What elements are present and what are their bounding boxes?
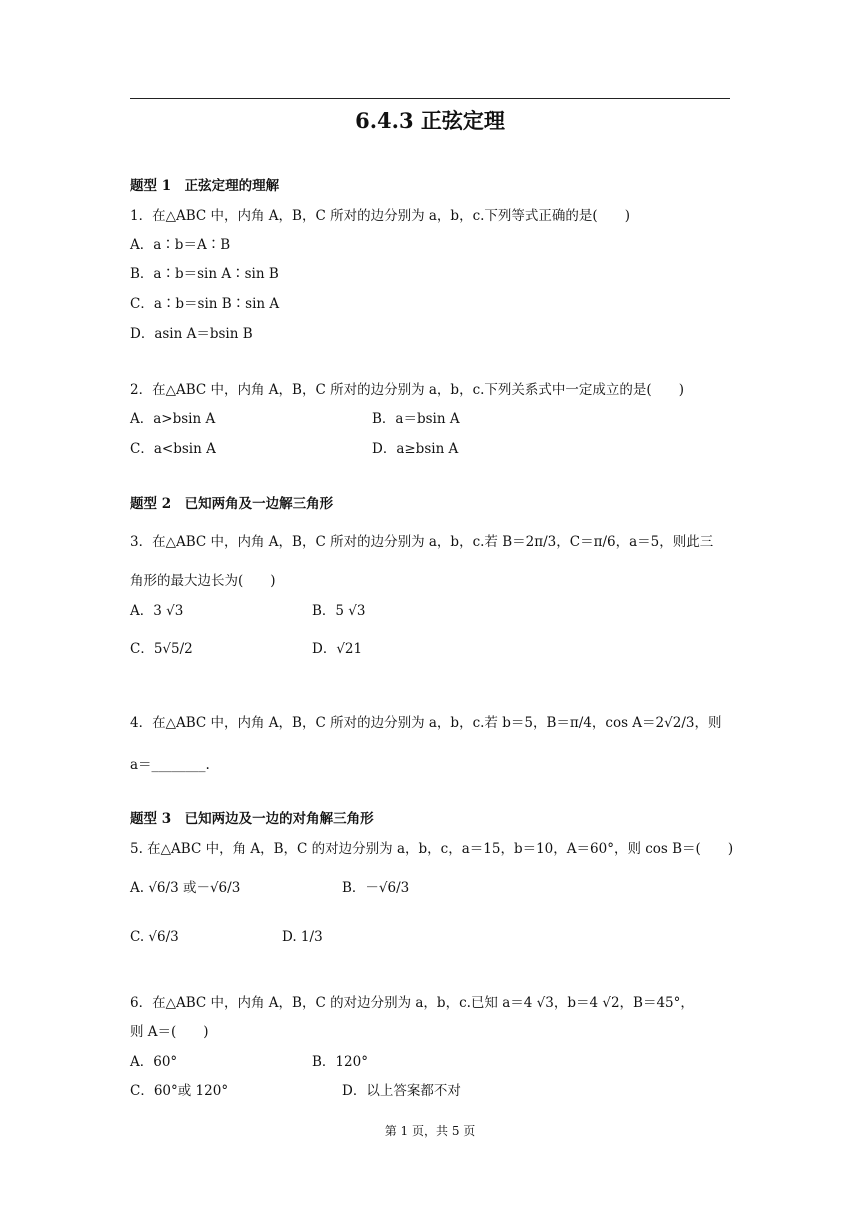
q6-option-a: A．60° (130, 1054, 178, 1070)
page-footer: 第 1 页，共 5 页 (384, 1124, 476, 1138)
q6-option-c: C．60°或 120° (130, 1083, 229, 1099)
q6-option-d: D．以上答案都不对 (342, 1083, 461, 1099)
top-rule (130, 98, 730, 99)
section-heading: 题型 3 已知两边及一边的对角解三角形 (130, 811, 374, 827)
q5-option-b: B．－√6/3 (342, 880, 410, 896)
section-heading: 题型 2 已知两角及一边解三角形 (130, 496, 334, 512)
question-3-stem-cont: 角形的最大边长为( ) (130, 573, 276, 589)
page-title: 6.4.3 正弦定理 (355, 108, 505, 133)
q3-option-c: C．5√5/2 (130, 641, 193, 657)
question-3-stem: 3．在△ABC 中，内角 A，B，C 所对的边分别为 a，b，c.若 B＝2π/3，C＝π/6，a＝5，则此三 (130, 534, 714, 550)
section-heading: 题型 1 正弦定理的理解 (130, 178, 280, 194)
q3-option-b: B．5 √3 (312, 603, 366, 619)
q3-option-a: A．3 √3 (130, 603, 184, 619)
q2-option-c: C．a<bsin A (130, 441, 216, 457)
question-4-stem-cont: a＝________. (130, 757, 210, 773)
q3-option-d: D．√21 (312, 641, 363, 657)
question-1-stem: 1．在△ABC 中，内角 A，B，C 所对的边分别为 a，b，c.下列等式正确的是( ) (130, 208, 630, 224)
q2-option-b: B．a＝bsin A (372, 411, 460, 427)
q6-option-b: B．120° (312, 1054, 368, 1070)
question-6-stem-cont: 则 A＝( ) (130, 1024, 209, 1040)
q2-option-d: D．a≥bsin A (372, 441, 459, 457)
q1-option-c: C．a∶b＝sin B∶sin A (130, 296, 280, 312)
question-5-stem: 5. 在△ABC 中，角 A，B，C 的对边分别为 a，b，c，a＝15，b＝10，A＝60°，则 cos B＝( ) (130, 841, 734, 857)
q5-option-a: A. √6/3 或－√6/3 (130, 880, 241, 896)
q1-option-d: D．asin A＝bsin B (130, 326, 253, 342)
q2-option-a: A．a>bsin A (130, 411, 216, 427)
question-4-stem: 4．在△ABC 中，内角 A，B，C 所对的边分别为 a，b，c.若 b＝5，B＝π/4，cos A＝2√2/3，则 (130, 715, 722, 731)
q1-option-b: B．a∶b＝sin A∶sin B (130, 266, 279, 282)
q5-option-d: D. 1/3 (282, 929, 323, 945)
question-6-stem: 6．在△ABC 中，内角 A，B，C 的对边分别为 a，b，c.已知 a＝4 √3，b＝4 √2，B＝45°， (130, 995, 694, 1011)
q5-option-c: C. √6/3 (130, 929, 179, 945)
question-2-stem: 2．在△ABC 中，内角 A，B，C 所对的边分别为 a，b，c.下列关系式中一定成立的是( ) (130, 382, 684, 398)
q1-option-a: A．a∶b＝A∶B (130, 237, 231, 253)
